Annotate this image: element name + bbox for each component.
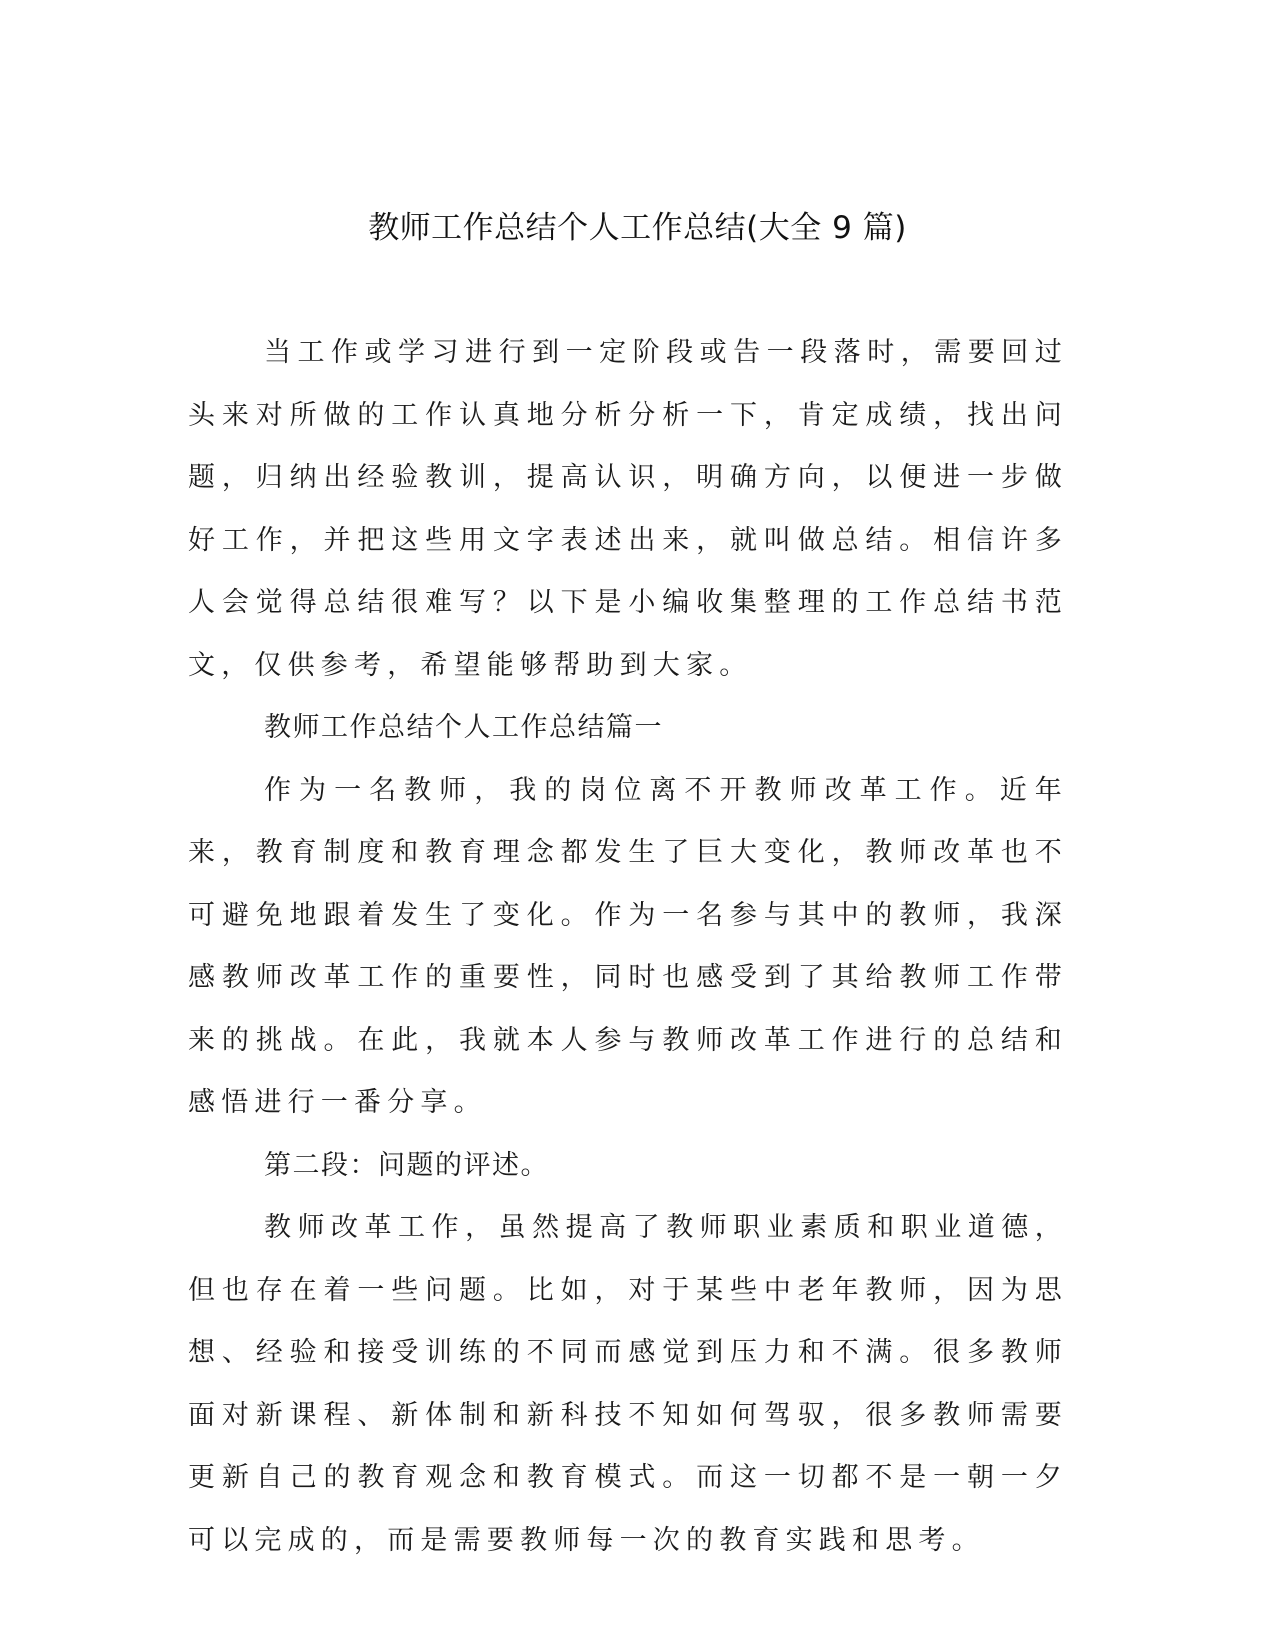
paragraph-teacher-reform: 作为一名教师，我的岗位离不开教师改革工作。近年来，教育制度和教育理念都发生了巨大变化，教师改革也不可避免地跟着发生了变化。作为一名参与其中的教师，我深感教师改革工作的重要性，同时也感受到了其给教师工作带来的挑战。在此，我就本人参与教师改革工作进行的总结和感悟进行一番分享。	[188, 774, 1068, 1118]
paragraph-problems: 教师改革工作，虽然提高了教师职业素质和职业道德，但也存在着一些问题。比如，对于某些中老年教师，因为思想、经验和接受训练的不同而感觉到压力和不满。很多教师面对新课程、新体制和新科技不知如何驾驭，很多教师需要更新自己的教育观念和教育模式。而这一切都不是一朝一夕可以完成的，而是需要教师每一次的教育实践和思考。	[188, 1212, 1068, 1556]
document-title: 教师工作总结个人工作总结(大全 9 篇)	[368, 210, 907, 246]
document-body	[188, 322, 1068, 1572]
intro-paragraph: 当工作或学习进行到一定阶段或告一段落时，需要回过头来对所做的工作认真地分析分析一下，肯定成绩，找出问题，归纳出经验教训，提高认识，明确方向，以便进一步做好工作，并把这些用文字表述出来，就叫做总结。相信许多人会觉得总结很难写？以下是小编收集整理的工作总结书范文，仅供参考，希望能够帮助到大家。	[188, 337, 1068, 681]
section-heading-second-part: 第二段：问题的评述。	[264, 1149, 549, 1181]
section-heading-part-one: 教师工作总结个人工作总结篇一	[264, 712, 663, 743]
